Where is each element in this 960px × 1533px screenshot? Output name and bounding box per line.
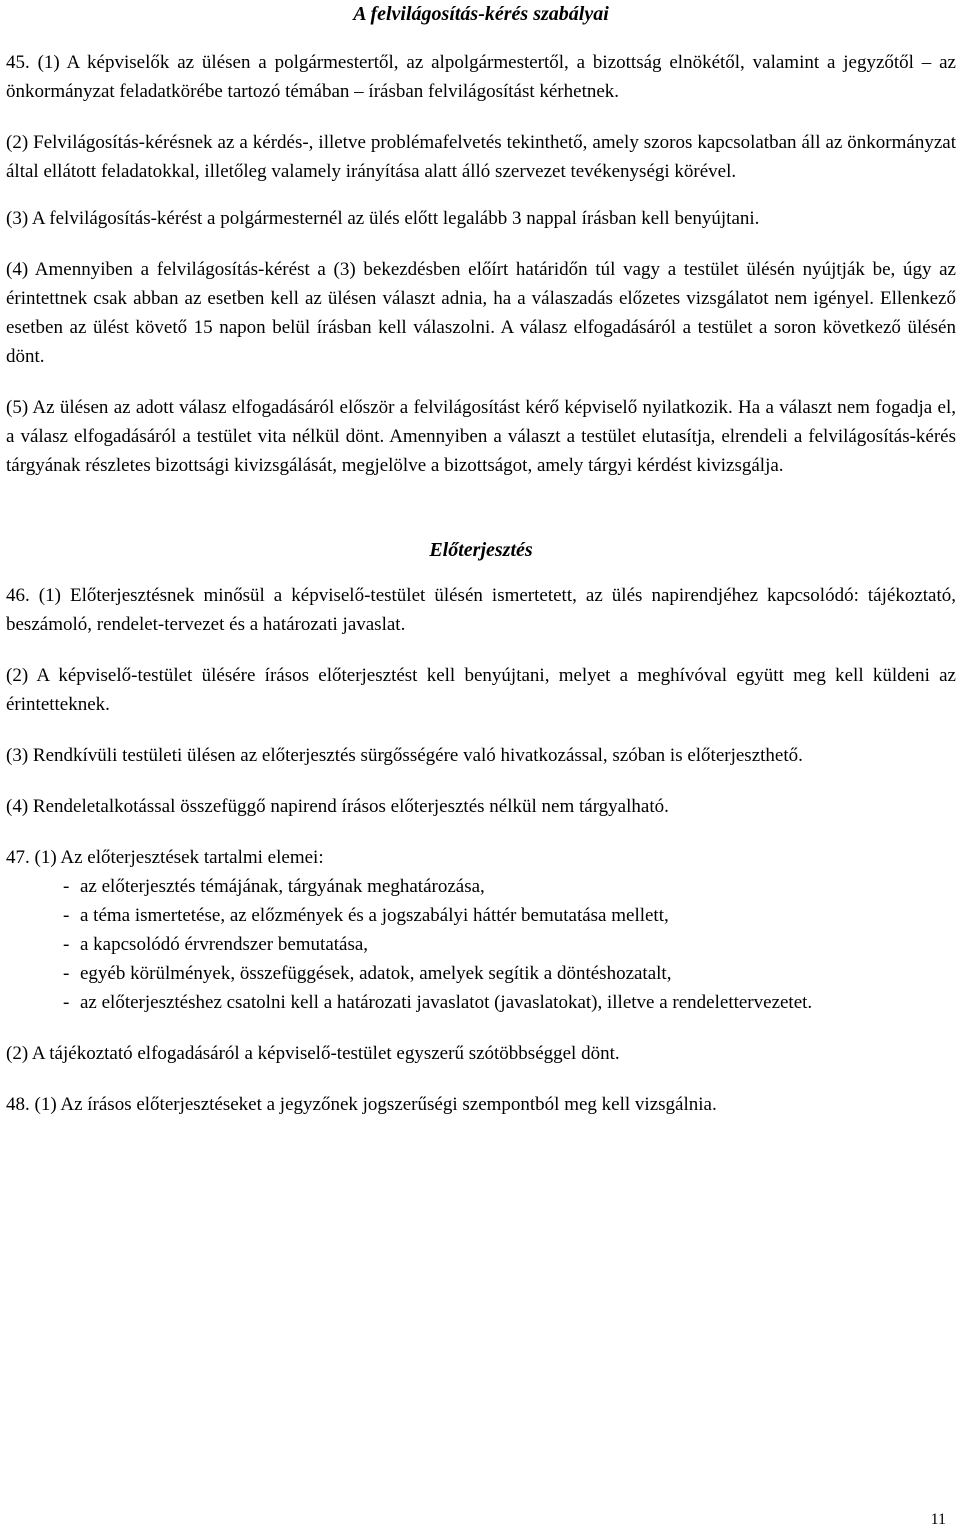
paragraph-46-2: (2) A képviselő-testület ülésére írásos előterjesztést kell benyújtani, melyet a meghívóval együtt meg kell küldeni az érintetteknek. — [6, 665, 956, 715]
list-dash: - — [63, 992, 70, 1013]
paragraph-45-5: (5) Az ülésen az adott válasz elfogadásáról először a felvilágosítást kérő képviselő nyilatkozik. Ha a választ nem fogadja el, a válasz elfogadásáról a testület vita nélkül dönt. Amennyiben a választ a testület elutasítja, elrendeli a felvilágosítás-kérés tárgyának részletes bizottsági kivizsgálását, megjelölve a bizottságot, amely tárgyi kérdést kivizsgálja. — [6, 397, 956, 476]
list-dash: - — [63, 905, 70, 926]
section-heading: Előterjesztés — [429, 539, 533, 561]
paragraph-46-1: 46. (1) Előterjesztésnek minősül a képviselő-testület ülésén ismertetett, az ülés napirendjéhez kapcsolódó: tájékoztató, beszámoló, rendelet-tervezet és a határozati javaslat. — [6, 585, 956, 635]
page-number: 11 — [930, 1511, 946, 1528]
list-dash: - — [63, 934, 70, 955]
paragraph-45-4: (4) Amennyiben a felvilágosítás-kérést a (3) bekezdésben előírt határidőn túl vagy a testület ülésén nyújtják be, úgy az érintettnek csak abban az esetben kell az ülésen választ adnia, ha a válaszadás előzetes vizsgálatot nem igényel. Ellenkező esetben az ülést követő 15 napon belül írásban kell válaszolni. A válasz elfogadásáról a testület a soron következő ülésén dönt. — [6, 259, 956, 367]
paragraph-48-1: 48. (1) Az írásos előterjesztéseket a jegyzőnek jogszerűségi szempontból meg kell vizsgálnia. — [6, 1094, 717, 1115]
content-elements-list — [6, 872, 956, 1017]
paragraph-46-4: (4) Rendeletalkotással összefüggő napirend írásos előterjesztés nélkül nem tárgyalható. — [6, 796, 669, 817]
list-dash: - — [63, 876, 70, 897]
list-item: - a kapcsolódó érvrendszer bemutatása, — [6, 930, 956, 959]
paragraph-45-2: (2) Felvilágosítás-kérésnek az a kérdés-, illetve problémafelvetés tekinthető, amely szoros kapcsolatban áll az önkormányzat által ellátott feladatokkal, illetőleg valamely irányítása alatt álló szervezet tevékenységi körével. — [6, 132, 956, 182]
list-dash: - — [63, 963, 70, 984]
list-item: - az előterjesztés témájának, tárgyának meghatározása, — [6, 872, 956, 901]
list-item: - a téma ismertetése, az előzmények és a jogszabályi háttér bemutatása mellett, — [6, 901, 956, 930]
list-item: - az előterjesztéshez csatolni kell a határozati javaslatot (javaslatokat), illetve a rendelettervezetet. — [6, 988, 956, 1017]
paragraph-45-1: 45. (1) A képviselők az ülésen a polgármestertől, az alpolgármestertől, a bizottság elnökétől, valamint a jegyzőtől – az önkormányzat feladatkörébe tartozó témában – írásban felvilágosítást kérhetnek. — [6, 52, 956, 102]
section-heading: A felvilágosítás-kérés szabályai — [353, 3, 609, 25]
paragraph-45-3: (3) A felvilágosítás-kérést a polgármesternél az ülés előtt legalább 3 nappal írásban kell benyújtani. — [6, 208, 760, 229]
document-page — [6, 0, 956, 1119]
paragraph-46-3: (3) Rendkívüli testületi ülésen az előterjesztés sürgősségére való hivatkozással, szóban is előterjeszthető. — [6, 745, 803, 766]
paragraph-47-intro: 47. (1) Az előterjesztések tartalmi elemei: — [6, 847, 324, 868]
paragraph-47-2: (2) A tájékoztató elfogadásáról a képviselő-testület egyszerű szótöbbséggel dönt. — [6, 1043, 620, 1064]
list-item: - egyéb körülmények, összefüggések, adatok, amelyek segítik a döntéshozatalt, — [6, 959, 956, 988]
